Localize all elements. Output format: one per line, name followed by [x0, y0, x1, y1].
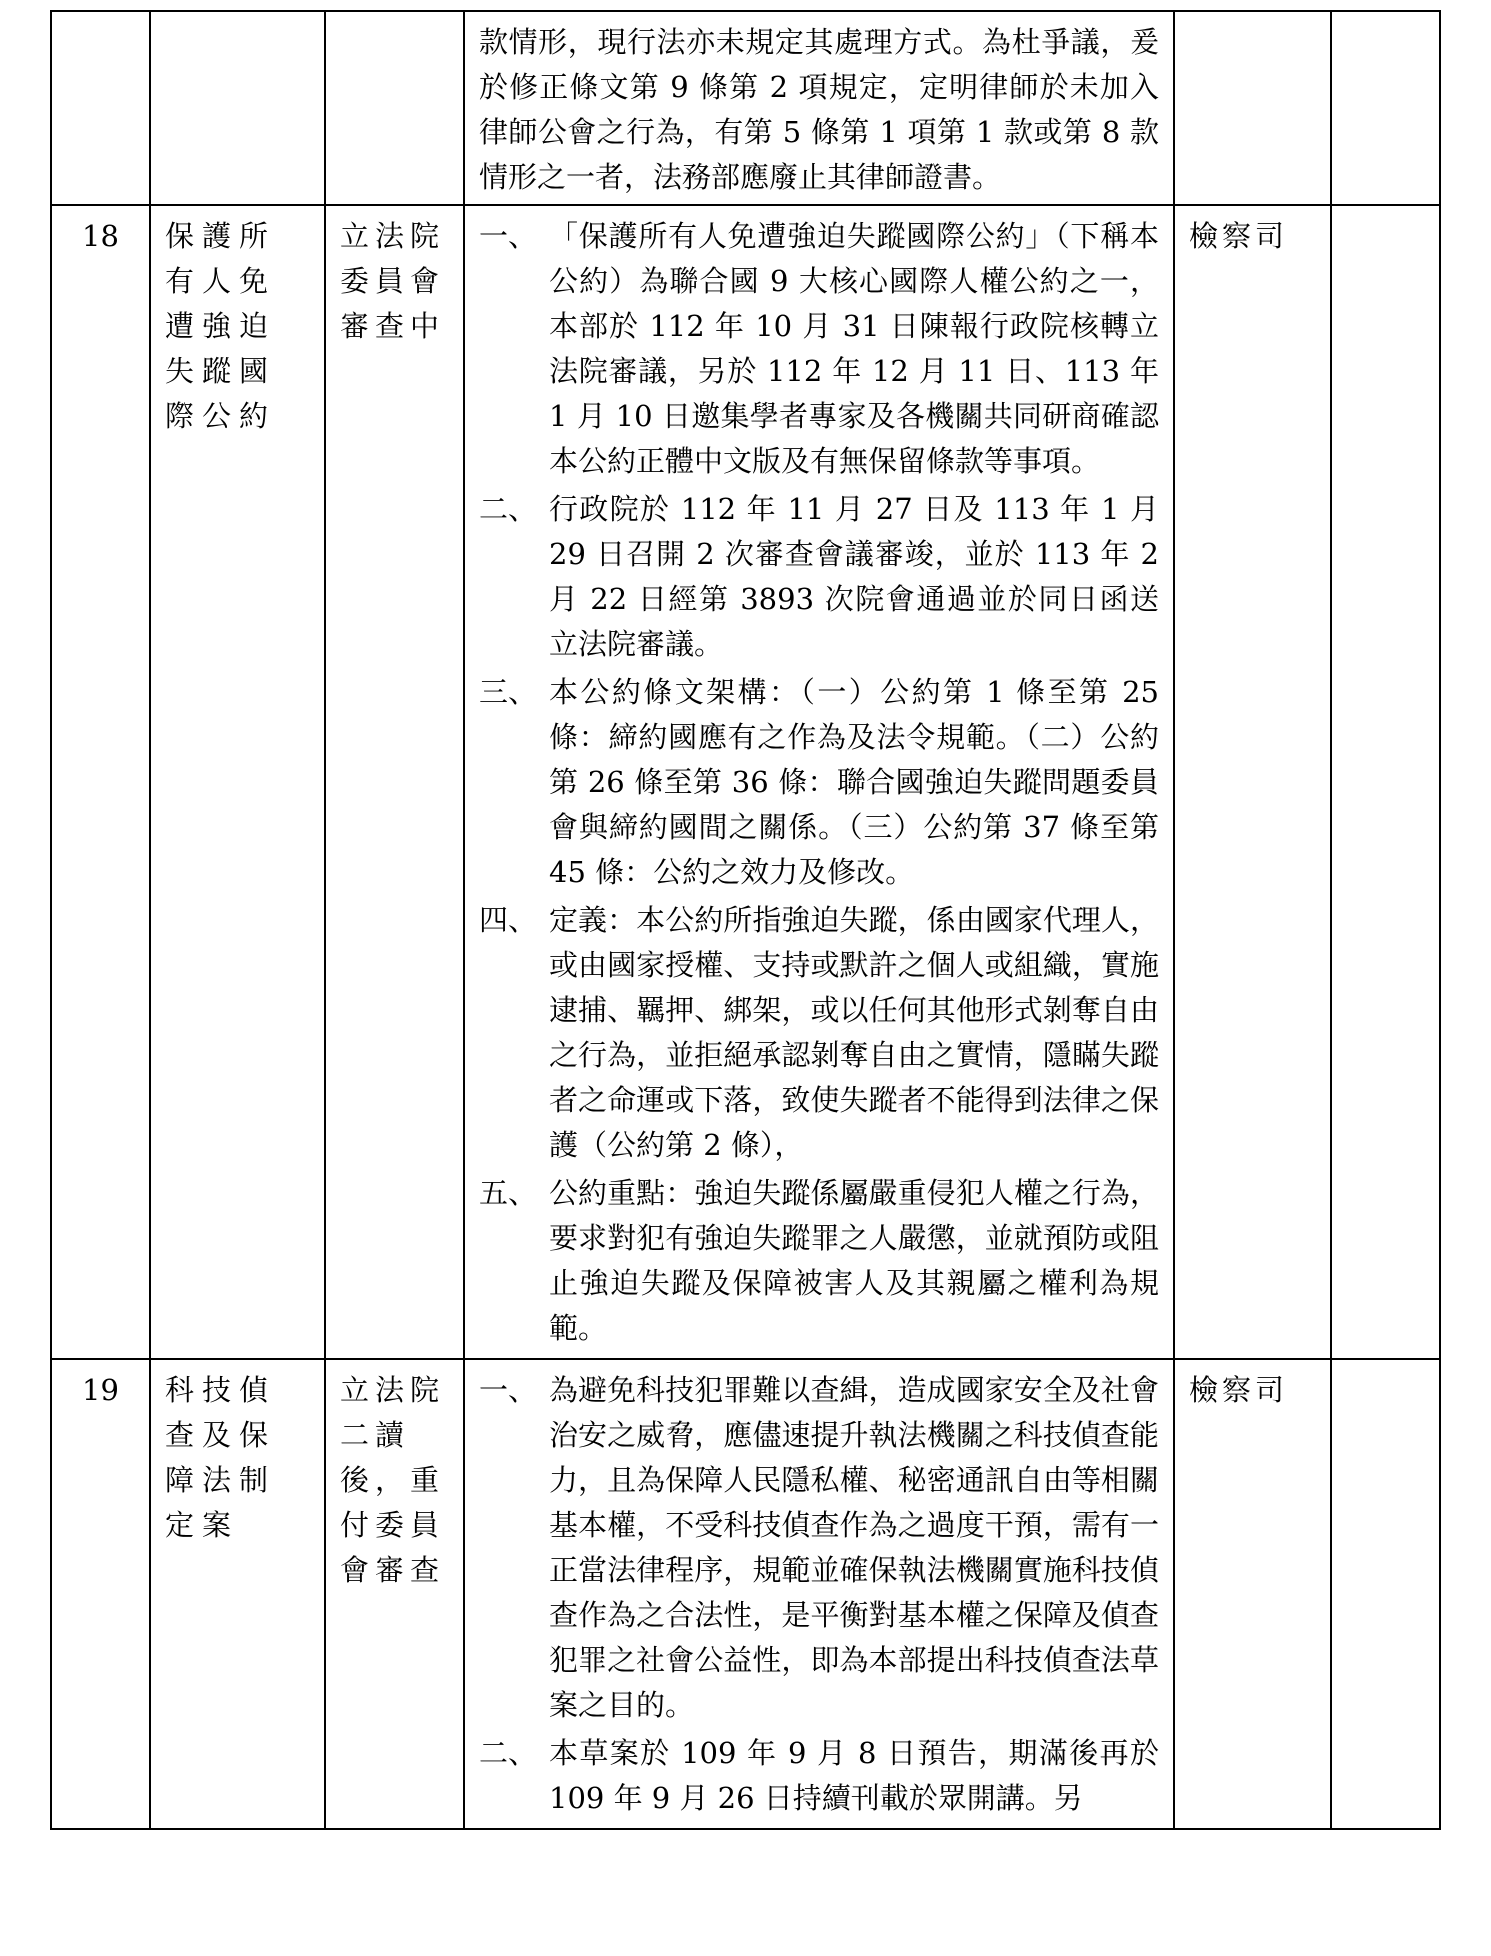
responsible-unit: 檢察司 [1174, 1359, 1331, 1829]
status-cell [325, 11, 464, 205]
note-cell [1331, 205, 1440, 1359]
table-row-19 [51, 1359, 1440, 1829]
description-list [479, 1368, 1159, 1821]
list-item [479, 1171, 1159, 1351]
item-text: 行政院於 112 年 11 月 27 日及 113 年 1 月 29 日召開 2 次審查會議審竣，並於 113 年 2 月 22 日經第 3893 次院會通過並於同日函送立法院審議。 [549, 492, 1159, 661]
item-text: 本草案於 109 年 9 月 8 日預告，期滿後再於 109 年 9 月 26 日持續刊載於眾開講。另 [549, 1736, 1159, 1815]
note-cell [1331, 11, 1440, 205]
table-row-18 [51, 205, 1440, 1359]
item-text: 公約重點：強迫失蹤係屬嚴重侵犯人權之行為，要求對犯有強迫失蹤罪之人嚴懲，並就預防或阻止強迫失蹤及保障被害人及其親屬之權利為規範。 [549, 1176, 1159, 1345]
table-row-continued [51, 11, 1440, 205]
item-text: 本公約條文架構：（一）公約第 1 條至第 25 條：締約國應有之作為及法令規範。（二）公約第 26 條至第 36 條：聯合國強迫失蹤問題委員會與締約國間之關係。（三）公約第 37 條至第 45 條：公約之效力及修改。 [549, 675, 1159, 889]
description-cell [464, 1359, 1174, 1829]
row-number: 18 [51, 205, 150, 1359]
list-item [479, 1731, 1159, 1821]
description-cell [464, 11, 1174, 205]
description-list [479, 214, 1159, 1351]
list-item [479, 670, 1159, 895]
list-item [479, 487, 1159, 667]
item-marker: 五、 [479, 1176, 538, 1210]
item-text: 定義：本公約所指強迫失蹤，係由國家代理人，或由國家授權、支持或默許之個人或組織，實施逮捕、羈押、綁架，或以任何其他形式剝奪自由之行為，並拒絕承認剝奪自由之實情，隱瞞失蹤者之命運或下落，致使失蹤者不能得到法律之保護（公約第 2 條）， [549, 903, 1159, 1162]
list-item [479, 1368, 1159, 1728]
list-item [479, 214, 1159, 484]
responsible-unit: 檢察司 [1174, 205, 1331, 1359]
bill-name: 科技偵查及保障法制定案 [150, 1359, 325, 1829]
bill-status: 立法院委員會審查中 [325, 205, 464, 1359]
description-cell [464, 205, 1174, 1359]
unit-cell [1174, 11, 1331, 205]
row-number-cell [51, 11, 150, 205]
row-number: 19 [51, 1359, 150, 1829]
item-text: 為避免科技犯罪難以查緝，造成國家安全及社會治安之威脅，應儘速提升執法機關之科技偵查能力，且為保障人民隱私權、秘密通訊自由等相關基本權，不受科技偵查作為之過度干預，需有一正當法律程序，規範並確保執法機關實施科技偵查作為之合法性，是平衡對基本權之保障及偵查犯罪之社會公益性，即為本部提出科技偵查法草案之目的。 [549, 1373, 1159, 1722]
document-table [50, 10, 1441, 1830]
note-cell [1331, 1359, 1440, 1829]
item-marker: 二、 [479, 492, 538, 526]
item-marker: 一、 [479, 219, 538, 253]
bill-name: 保護所有人免遭強迫失蹤國際公約 [150, 205, 325, 1359]
item-text: 「保護所有人免遭強迫失蹤國際公約」（下稱本公約）為聯合國 9 大核心國際人權公約之一，本部於 112 年 10 月 31 日陳報行政院核轉立法院審議，另於 112 年 12 月 11 日、113 年 1 月 10 日邀集學者專家及各機關共同研商確認本公約正體中文版及有無保留條款等事項。 [549, 219, 1159, 478]
bill-name-cell [150, 11, 325, 205]
item-marker: 三、 [479, 675, 538, 709]
description-text: 款情形，現行法亦未規定其處理方式。為杜爭議，爰於修正條文第 9 條第 2 項規定，定明律師於未加入律師公會之行為，有第 5 條第 1 項第 1 款或第 8 款情形之一者，法務部應廢止其律師證書。 [479, 25, 1159, 194]
bill-status: 立法院二讀後，重付委員會審查 [325, 1359, 464, 1829]
list-item [479, 898, 1159, 1168]
item-marker: 四、 [479, 903, 538, 937]
item-marker: 二、 [479, 1736, 538, 1770]
item-marker: 一、 [479, 1373, 538, 1407]
